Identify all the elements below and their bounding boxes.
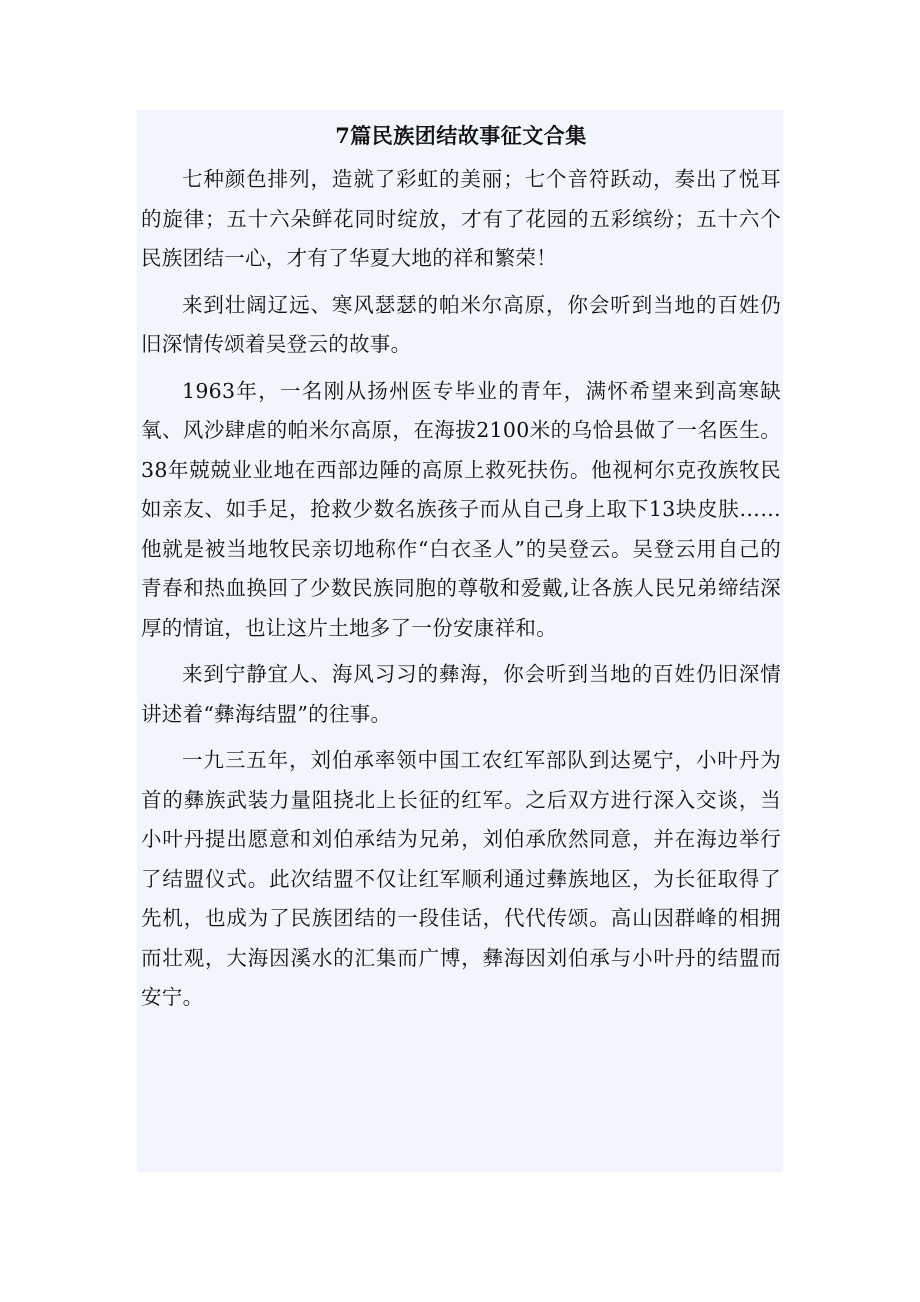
paragraph-intro: 七种颜色排列，造就了彩虹的美丽；七个音符跃动，奏出了悦耳的旋律；五十六朵鲜花同时绽放，才有了花园的五彩缤纷；五十六个民族团结一心，才有了华夏大地的祥和繁荣！ <box>141 167 781 270</box>
paragraph-wu-dengyun: 1963年，一名刚从扬州医专毕业的青年，满怀希望来到高寒缺氧、风沙肆虐的帕米尔高原，在海拔2100米的乌恰县做了一名医生。38年兢兢业业地在西部边陲的高原上救死扶伤。他视柯尔克孜族牧民如亲友、如手足，抢救少数名族孩子而从自己身上取下13块皮肤……他就是被当地牧民亲切地称作“白衣圣人”的吴登云。吴登云用自己的青春和热血换回了少数民族同胞的尊敬和爱戴,让各族人民兄弟缔结深厚的情谊，也让这片土地多了一份安康祥和。 <box>141 378 781 640</box>
document-title: 7篇民族团结故事征文合集 <box>335 123 587 148</box>
paragraph-yihai-alliance: 一九三五年，刘伯承率领中国工农红军部队到达冕宁，小叶丹为首的彝族武装力量阻挠北上长征的红军。之后双方进行深入交谈，当小叶丹提出愿意和刘伯承结为兄弟，刘伯承欣然同意，并在海边举行了结盟仪式。此次结盟不仅让红军顺利通过彝族地区，为长征取得了先机，也成为了民族团结的一段佳话，代代传颂。高山因群峰的相拥而壮观，大海因溪水的汇集而广博，彝海因刘伯承与小叶丹的结盟而安宁。 <box>141 748 781 1009</box>
paragraph-yihai: 来到宁静宜人、海风习习的彝海，你会听到当地的百姓仍旧深情讲述着“彝海结盟”的往事。 <box>141 662 781 726</box>
paragraph-pamir: 来到壮阔辽远、寒风瑟瑟的帕米尔高原，你会听到当地的百姓仍旧深情传颂着吴登云的故事。 <box>141 292 781 356</box>
document-body <box>137 110 783 1172</box>
